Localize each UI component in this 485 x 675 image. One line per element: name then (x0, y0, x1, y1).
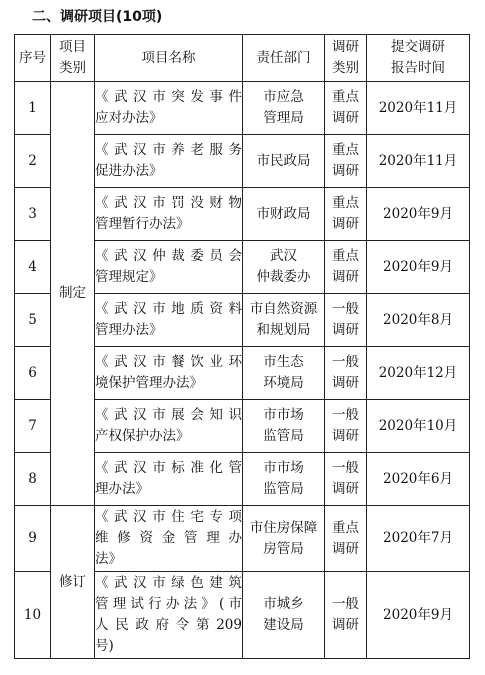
category-cell: 制定 (51, 82, 95, 506)
row-number: 2 (15, 135, 51, 188)
row-number: 7 (15, 400, 51, 453)
report-time: 2020年9月 (367, 188, 470, 241)
table-row (15, 82, 470, 135)
category-cell: 修订 (51, 506, 95, 659)
project-name: 《武汉仲裁委员会 管理规定》 (95, 241, 243, 294)
project-name: 《武汉市地质资料 管理办法》 (95, 294, 243, 347)
project-name: 《武汉市餐饮业环 境保护管理办法》 (95, 347, 243, 400)
research-type: 重点 调研 (325, 188, 367, 241)
row-number: 6 (15, 347, 51, 400)
header-cell (243, 35, 325, 82)
department: 市应急 管理局 (243, 82, 325, 135)
report-time: 2020年9月 (367, 572, 470, 659)
project-name: 《武汉市养老服务 促进办法》 (95, 135, 243, 188)
department: 市市场 监管局 (243, 453, 325, 506)
report-time: 2020年12月 (367, 347, 470, 400)
research-type: 一般 调研 (325, 294, 367, 347)
research-type: 一般 调研 (325, 347, 367, 400)
project-name: 《武汉市展会知识 产权保护办法》 (95, 400, 243, 453)
project-name: 《武汉市标准化管 理办法》 (95, 453, 243, 506)
report-time: 2020年6月 (367, 453, 470, 506)
header-cell (325, 35, 367, 82)
header-cell (15, 35, 51, 82)
research-type: 重点 调研 (325, 241, 367, 294)
research-type: 重点 调研 (325, 82, 367, 135)
row-number: 9 (15, 506, 51, 572)
row-number: 8 (15, 453, 51, 506)
row-number: 5 (15, 294, 51, 347)
table-header-row (15, 35, 470, 82)
header-research-type: 调研 类别 (332, 39, 359, 76)
project-name: 《武汉市罚没财物 管理暂行办法》 (95, 188, 243, 241)
report-time: 2020年10月 (367, 400, 470, 453)
research-type: 重点 调研 (325, 135, 367, 188)
row-number: 4 (15, 241, 51, 294)
department: 市生态 环境局 (243, 347, 325, 400)
header-report-time: 提交调研 报告时间 (391, 39, 445, 76)
research-type: 一般 调研 (325, 453, 367, 506)
report-time: 2020年7月 (367, 506, 470, 572)
header-department: 责任部门 (256, 49, 311, 66)
section-heading: 二、调研项目(10项) (32, 9, 163, 25)
header-cell (51, 35, 95, 82)
table-row (15, 506, 470, 572)
project-name: 《武汉市绿色建筑 管理试行办法》(市 人民政府令第209 号) (95, 572, 243, 659)
header-category: 项目 类别 (59, 39, 86, 76)
research-type: 一般 调研 (325, 400, 367, 453)
research-projects-table (14, 34, 470, 659)
department: 市城乡 建设局 (243, 572, 325, 659)
report-time: 2020年11月 (367, 135, 470, 188)
header-no: 序号 (19, 49, 46, 66)
project-name: 《武汉市住宅专项 维修资金管理办 法》 (95, 506, 243, 572)
header-project-name: 项目名称 (141, 49, 196, 66)
project-name: 《武汉市突发事件 应对办法》 (95, 82, 243, 135)
department: 市市场 监管局 (243, 400, 325, 453)
department: 市财政局 (243, 188, 325, 241)
row-number: 10 (15, 572, 51, 659)
report-time: 2020年8月 (367, 294, 470, 347)
department: 市住房保障 房管局 (243, 506, 325, 572)
department: 市民政局 (243, 135, 325, 188)
research-type: 一般 调研 (325, 572, 367, 659)
header-cell (95, 35, 243, 82)
row-number: 3 (15, 188, 51, 241)
research-type: 重点 调研 (325, 506, 367, 572)
report-time: 2020年9月 (367, 241, 470, 294)
department: 武汉 仲裁委办 (243, 241, 325, 294)
report-time: 2020年11月 (367, 82, 470, 135)
row-number: 1 (15, 82, 51, 135)
header-cell (367, 35, 470, 82)
department: 市自然资源 和规划局 (243, 294, 325, 347)
